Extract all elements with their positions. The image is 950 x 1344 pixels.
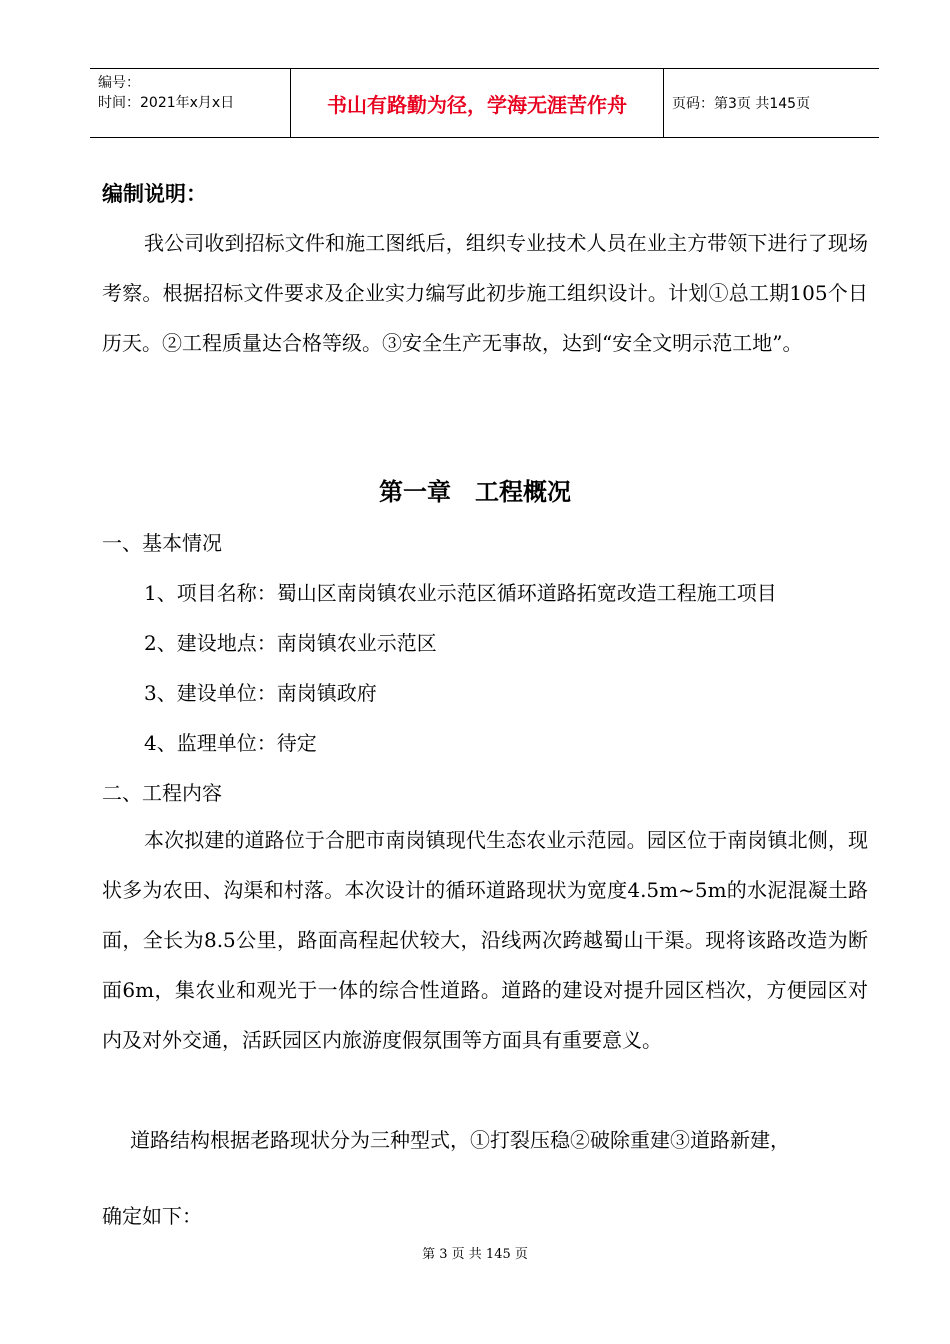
basic-item: 2、建设地点：南岗镇农业示范区 bbox=[144, 631, 437, 655]
time-label: 时间：2021年x月x日 bbox=[98, 95, 235, 111]
code-label: 编号： bbox=[98, 75, 140, 91]
basic-item: 4、监理单位：待定 bbox=[144, 731, 317, 755]
structure-line: 道路结构根据老路现状分为三种型式，①打裂压稳②破除重建③道路新建， bbox=[130, 1128, 790, 1152]
header-meta bbox=[90, 69, 291, 137]
chapter-title: 第一章 工程概况 bbox=[379, 478, 571, 506]
confirm-line: 确定如下： bbox=[102, 1204, 202, 1228]
page-footer: 第 3 页 共 145 页 bbox=[422, 1247, 528, 1262]
intro-paragraph: 我公司收到招标文件和施工图纸后，组织专业技术人员在业主方带领下进行了现场考察。根据招标文件要求及企业实力编写此初步施工组织设计。计划①总工期105个日历天。②工程质量达合格等级。③安全生产无事故，达到“安全文明示范工地”。 bbox=[102, 231, 868, 355]
basic-item: 1、项目名称：蜀山区南岗镇农业示范区循环道路拓宽改造工程施工项目 bbox=[144, 581, 777, 605]
content-heading: 二、工程内容 bbox=[102, 781, 222, 805]
basic-heading: 一、基本情况 bbox=[102, 531, 222, 555]
content-paragraph: 本次拟建的道路位于合肥市南岗镇现代生态农业示范园。园区位于南岗镇北侧，现状多为农田、沟渠和村落。本次设计的循环道路现状为宽度4.5m~5m的水泥混凝土路面，全长为8.5公里，路面高程起伏较大，沿线两次跨越蜀山干渠。现将该路改造为断面6m，集农业和观光于一体的综合性道路。道路的建设对提升园区档次，方便园区对内及对外交通，活跃园区内旅游度假氛围等方面具有重要意义。 bbox=[102, 828, 868, 1052]
basic-item: 3、建设单位：南岗镇政府 bbox=[144, 681, 377, 705]
header-motto: 书山有路勤为径，学海无涯苦作舟 bbox=[291, 69, 664, 137]
intro-title: 编制说明： bbox=[102, 182, 207, 206]
header-page-info: 页码：第3页 共145页 bbox=[672, 96, 811, 112]
page-header bbox=[90, 68, 879, 138]
